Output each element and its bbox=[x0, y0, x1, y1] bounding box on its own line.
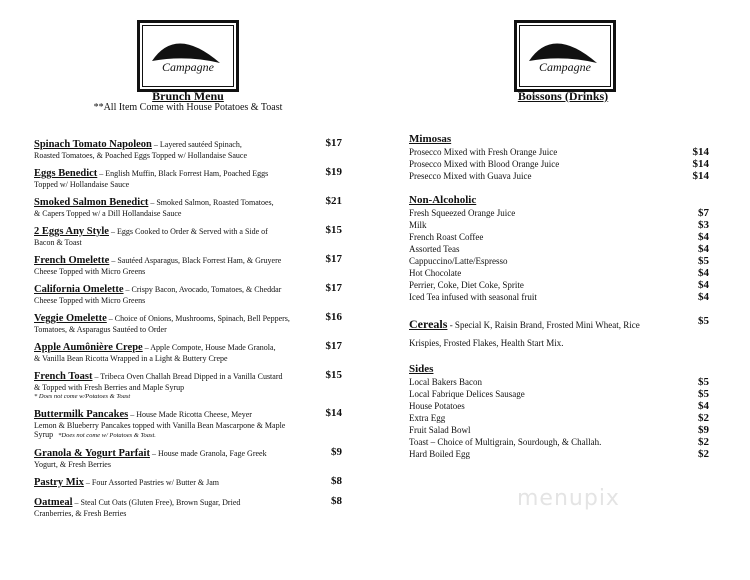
item-desc-cont: & Topped with Fresh Berries and Maple Syrup bbox=[34, 383, 185, 392]
item-name: Iced Tea infused with seasonal fruit bbox=[409, 292, 537, 302]
item-price: $5 bbox=[698, 376, 709, 388]
item-name: Fresh Squeezed Orange Juice bbox=[409, 208, 516, 218]
item-desc: – House made Granola, Fage Greek bbox=[149, 449, 267, 458]
item-price: $4 bbox=[698, 279, 709, 291]
item-price: $3 bbox=[698, 219, 709, 231]
brunch-subtitle: **All Item Come with House Potatoes & Toast bbox=[93, 102, 283, 113]
menu-item bbox=[34, 495, 342, 518]
item-name: Presecco Mixed with Guava Juice bbox=[409, 171, 532, 181]
drink-item bbox=[409, 400, 709, 412]
item-desc-cont-wrap bbox=[34, 296, 296, 305]
item-desc-cont: & Vanilla Bean Ricotta Wrapped in a Light & Buttery Crepe bbox=[34, 354, 228, 363]
logo-right bbox=[514, 20, 616, 92]
item-desc-cont-wrap bbox=[34, 267, 296, 276]
item-name: Pastry Mix bbox=[34, 477, 84, 488]
drink-item bbox=[409, 376, 709, 388]
menu-item bbox=[34, 407, 342, 440]
item-price: $14 bbox=[325, 407, 342, 419]
item-price: $17 bbox=[325, 137, 342, 149]
item-price: $14 bbox=[692, 158, 709, 170]
drinks-title: Boissons (Drinks) bbox=[517, 89, 609, 103]
item-note: *Does not come w/ Potatoes & Toast. bbox=[58, 432, 156, 439]
item-name: California Omelette bbox=[34, 284, 124, 295]
item-desc: – Crispy Bacon, Avocado, Tomatoes, & Cheddar bbox=[123, 285, 282, 294]
item-price: $5 bbox=[698, 388, 709, 400]
brunch-list bbox=[34, 137, 342, 524]
item-price: $15 bbox=[325, 224, 342, 236]
drink-item bbox=[409, 291, 709, 303]
non-alcoholic-heading: Non-Alcoholic bbox=[409, 194, 477, 206]
item-desc-cont: Tomatoes, & Asparagus Sautéed to Order bbox=[34, 325, 167, 334]
item-price: $4 bbox=[698, 400, 709, 412]
item-desc: – Tribeca Oven Challah Bread Dipped in a Vanilla Custard bbox=[92, 372, 283, 381]
item-desc-cont: Cranberries, & Fresh Berries bbox=[34, 509, 127, 518]
menu-item bbox=[34, 340, 342, 363]
menu-item bbox=[34, 253, 342, 276]
item-name: Oatmeal bbox=[34, 497, 73, 508]
item-name: Eggs Benedict bbox=[34, 168, 98, 179]
item-name: Extra Egg bbox=[409, 413, 446, 423]
item-desc: – Apple Compote, House Made Granola, bbox=[142, 343, 276, 352]
menu-item bbox=[34, 224, 342, 247]
item-desc-cont: Roasted Tomatoes, & Poached Eggs Topped w/ Hollandaise Sauce bbox=[34, 151, 247, 160]
item-name: Cappuccino/Latte/Espresso bbox=[409, 256, 508, 266]
item-desc: – English Muffin, Black Forrest Ham, Poached Eggs bbox=[97, 169, 269, 178]
item-price: $19 bbox=[325, 166, 342, 178]
item-price: $17 bbox=[325, 340, 342, 352]
item-desc-cont-wrap bbox=[34, 460, 296, 469]
item-desc: – Eggs Cooked to Order & Served with a Side of bbox=[108, 227, 268, 236]
item-price: $14 bbox=[692, 170, 709, 182]
menu-item bbox=[34, 282, 342, 305]
item-name: Granola & Yogurt Parfait bbox=[34, 448, 150, 459]
item-name: Buttermilk Pancakes bbox=[34, 409, 129, 420]
item-price: $5 bbox=[698, 255, 709, 267]
cereals-price: $5 bbox=[698, 315, 709, 327]
item-name: House Potatoes bbox=[409, 401, 465, 411]
item-name: Apple Aumônière Crepe bbox=[34, 342, 143, 353]
item-price: $17 bbox=[325, 282, 342, 294]
item-desc-cont: Cheese Topped with Micro Greens bbox=[34, 296, 146, 305]
item-price: $9 bbox=[331, 446, 342, 458]
item-price: $7 bbox=[698, 207, 709, 219]
drink-item bbox=[409, 243, 709, 255]
item-name: Smoked Salmon Benedict bbox=[34, 197, 149, 208]
item-desc: – Smoked Salmon, Roasted Tomatoes, bbox=[148, 198, 274, 207]
logo-text: Campagne bbox=[539, 60, 591, 74]
drinks-list bbox=[409, 133, 709, 472]
drink-item bbox=[409, 279, 709, 291]
drink-item bbox=[409, 267, 709, 279]
item-note: * Does not come w/Potatoes & Toast bbox=[34, 393, 131, 400]
drink-item bbox=[409, 255, 709, 267]
item-price: $2 bbox=[698, 448, 709, 460]
menu-item bbox=[34, 137, 342, 160]
item-desc-cont: Yogurt, & Fresh Berries bbox=[34, 460, 111, 469]
drink-item bbox=[409, 448, 709, 460]
menu-item bbox=[34, 446, 342, 469]
item-name: French Omelette bbox=[34, 255, 110, 266]
mimosas-heading: Mimosas bbox=[409, 133, 452, 145]
item-desc: – House Made Ricotta Cheese, Meyer bbox=[128, 410, 252, 419]
item-desc: – Four Assorted Pastries w/ Butter & Jam bbox=[83, 478, 219, 487]
item-desc-cont: Topped w/ Hollandaise Sauce bbox=[34, 180, 130, 189]
logo-text: Campagne bbox=[162, 60, 214, 74]
item-price: $4 bbox=[698, 231, 709, 243]
item-desc-cont: Bacon & Toast bbox=[34, 238, 82, 247]
drink-item bbox=[409, 207, 709, 219]
item-name: Assorted Teas bbox=[409, 244, 460, 254]
item-price: $4 bbox=[698, 267, 709, 279]
item-desc-cont: & Capers Topped w/ a Dill Hollandaise Sauce bbox=[34, 209, 182, 218]
menu-item bbox=[34, 311, 342, 334]
cereals-desc: - Special K, Raisin Brand, Frosted Mini Wheat, Rice Krispies, Frosted Flakes, Health Start Mix. bbox=[409, 320, 640, 348]
menu-item bbox=[34, 369, 342, 401]
item-name: Prosecco Mixed with Fresh Orange Juice bbox=[409, 147, 558, 157]
item-name: Perrier, Coke, Diet Coke, Sprite bbox=[409, 280, 524, 290]
item-desc-cont: Cheese Topped with Micro Greens bbox=[34, 267, 146, 276]
drink-item bbox=[409, 388, 709, 400]
item-desc-cont-wrap bbox=[34, 354, 296, 363]
menu-item bbox=[34, 475, 342, 489]
menu-item bbox=[34, 195, 342, 218]
item-price: $4 bbox=[698, 291, 709, 303]
item-desc-cont: Lemon & Blueberry Pancakes topped with Vanilla Bean Mascarpone & Maple Syrup bbox=[34, 421, 286, 439]
cereals-heading: Cereals bbox=[409, 317, 448, 331]
drink-item bbox=[409, 424, 709, 436]
item-name: Hot Chocolate bbox=[409, 268, 462, 278]
item-price: $8 bbox=[331, 495, 342, 507]
sides-heading: Sides bbox=[409, 363, 434, 375]
mimosas-section bbox=[409, 133, 709, 182]
item-price: $21 bbox=[325, 195, 342, 207]
item-name: Hard Boiled Egg bbox=[409, 449, 470, 459]
item-price: $2 bbox=[698, 436, 709, 448]
item-name: Prosecco Mixed with Blood Orange Juice bbox=[409, 159, 560, 169]
item-name: French Toast bbox=[34, 371, 93, 382]
item-price: $9 bbox=[698, 424, 709, 436]
item-desc-cont-wrap bbox=[34, 325, 296, 334]
non-alcoholic-section bbox=[409, 194, 709, 303]
drink-item bbox=[409, 158, 709, 170]
item-desc-cont-wrap bbox=[34, 209, 296, 218]
item-desc: – Steal Cut Oats (Gluten Free), Brown Sugar, Dried bbox=[72, 498, 241, 507]
drink-item bbox=[409, 231, 709, 243]
item-name: French Roast Coffee bbox=[409, 232, 484, 242]
item-price: $17 bbox=[325, 253, 342, 265]
item-desc-cont-wrap bbox=[34, 180, 296, 189]
watermark: menupix bbox=[517, 486, 620, 511]
item-name: Local Fabrique Delices Sausage bbox=[409, 389, 525, 399]
item-name: Veggie Omelette bbox=[34, 313, 107, 324]
drink-item bbox=[409, 412, 709, 424]
drink-item bbox=[409, 219, 709, 231]
item-price: $16 bbox=[325, 311, 342, 323]
item-price: $4 bbox=[698, 243, 709, 255]
item-name: Toast – Choice of Multigrain, Sourdough, & Challah. bbox=[409, 437, 602, 447]
item-desc: – Layered sautéed Spinach, bbox=[151, 140, 242, 149]
item-desc-cont-wrap bbox=[34, 238, 296, 247]
item-price: $14 bbox=[692, 146, 709, 158]
menu-item bbox=[34, 166, 342, 189]
item-desc: – Choice of Onions, Mushrooms, Spinach, Bell Peppers, bbox=[106, 314, 290, 323]
logo-left bbox=[137, 20, 239, 92]
drink-item bbox=[409, 170, 709, 182]
item-desc-cont-wrap bbox=[34, 151, 296, 160]
drink-item bbox=[409, 146, 709, 158]
item-price: $2 bbox=[698, 412, 709, 424]
item-name: Fruit Salad Bowl bbox=[409, 425, 471, 435]
brunch-title: Brunch Menu bbox=[152, 89, 224, 103]
sides-section bbox=[409, 363, 709, 460]
item-desc-cont-wrap bbox=[34, 509, 296, 518]
item-desc-cont-wrap bbox=[34, 421, 296, 440]
item-name: Spinach Tomato Napoleon bbox=[34, 139, 152, 150]
item-name: 2 Eggs Any Style bbox=[34, 226, 109, 237]
item-price: $8 bbox=[331, 475, 342, 487]
item-name: Milk bbox=[409, 220, 427, 230]
item-desc: – Sautéed Asparagus, Black Forrest Ham, & Gruyere bbox=[109, 256, 282, 265]
cereals-section bbox=[409, 315, 709, 351]
item-name: Local Bakers Bacon bbox=[409, 377, 482, 387]
drink-item bbox=[409, 436, 709, 448]
item-price: $15 bbox=[325, 369, 342, 381]
item-desc-cont-wrap bbox=[34, 383, 296, 392]
